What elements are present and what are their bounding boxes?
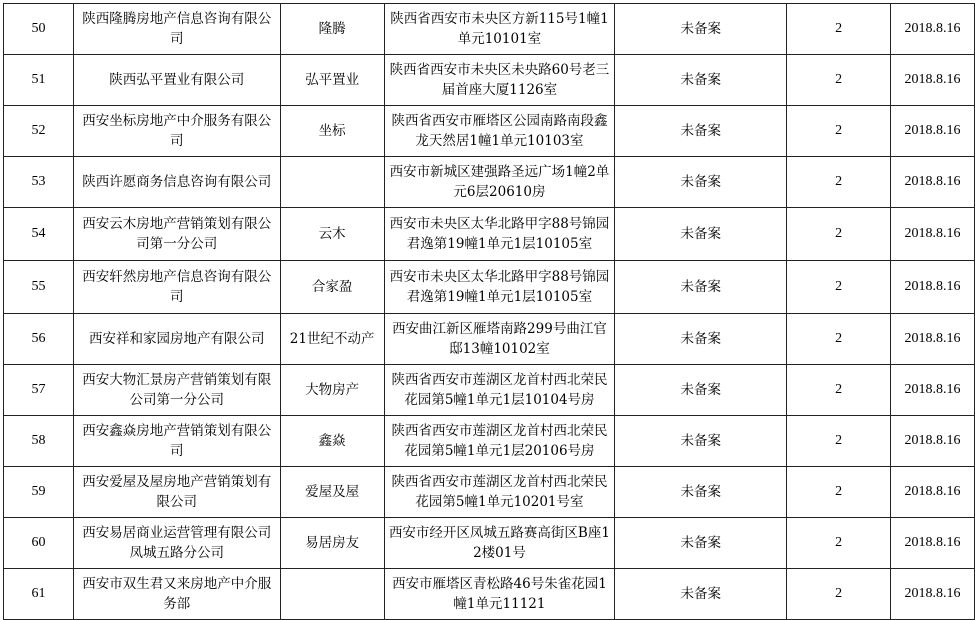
filing-status: 未备案 [615, 467, 787, 518]
row-number: 53 [4, 157, 74, 208]
date-value: 2018.8.16 [891, 55, 975, 106]
filing-status: 未备案 [615, 569, 787, 620]
table-row [4, 518, 975, 569]
business-address: 陕西省西安市莲湖区龙首村西北荣民花园第5幢1单元1层20106号房 [384, 416, 615, 467]
table-row [4, 467, 975, 518]
row-number: 58 [4, 416, 74, 467]
date-value: 2018.8.16 [891, 208, 975, 261]
filing-status: 未备案 [615, 365, 787, 416]
company-name: 西安易居商业运营管理有限公司凤城五路分公司 [73, 518, 280, 569]
date-value: 2018.8.16 [891, 365, 975, 416]
filing-status: 未备案 [615, 416, 787, 467]
count-value: 2 [787, 157, 891, 208]
filing-status: 未备案 [615, 106, 787, 157]
row-number: 50 [4, 4, 74, 55]
company-name: 西安爱屋及屋房地产营销策划有限公司 [73, 467, 280, 518]
business-address: 西安市未央区太华北路甲字88号锦园君逸第19幢1单元1层10105室 [384, 208, 615, 261]
business-address: 西安市雁塔区青松路46号朱雀花园1幢1单元11121 [384, 569, 615, 620]
count-value: 2 [787, 208, 891, 261]
count-value: 2 [787, 261, 891, 314]
row-number: 60 [4, 518, 74, 569]
brand-name: 21世纪不动产 [280, 314, 384, 365]
brand-name [280, 157, 384, 208]
count-value: 2 [787, 569, 891, 620]
table-row [4, 261, 975, 314]
brand-name [280, 569, 384, 620]
row-number: 55 [4, 261, 74, 314]
brand-name: 易居房友 [280, 518, 384, 569]
date-value: 2018.8.16 [891, 261, 975, 314]
date-value: 2018.8.16 [891, 314, 975, 365]
row-number: 56 [4, 314, 74, 365]
count-value: 2 [787, 314, 891, 365]
count-value: 2 [787, 365, 891, 416]
company-name: 陕西许愿商务信息咨询有限公司 [73, 157, 280, 208]
business-address: 西安市经开区凤城五路赛高街区B座12楼01号 [384, 518, 615, 569]
date-value: 2018.8.16 [891, 4, 975, 55]
company-name: 陕西隆腾房地产信息咨询有限公司 [73, 4, 280, 55]
company-name: 西安坐标房地产中介服务有限公司 [73, 106, 280, 157]
count-value: 2 [787, 518, 891, 569]
brand-name: 云木 [280, 208, 384, 261]
company-name: 陕西弘平置业有限公司 [73, 55, 280, 106]
brand-name: 坐标 [280, 106, 384, 157]
filing-status: 未备案 [615, 314, 787, 365]
business-address: 陕西省西安市莲湖区龙首村西北荣民花园第5幢1单元10201号室 [384, 467, 615, 518]
business-address: 西安市未央区太华北路甲字88号锦园君逸第19幢1单元1层10105室 [384, 261, 615, 314]
count-value: 2 [787, 467, 891, 518]
count-value: 2 [787, 55, 891, 106]
date-value: 2018.8.16 [891, 467, 975, 518]
row-number: 51 [4, 55, 74, 106]
company-name: 西安市双生君又来房地产中介服务部 [73, 569, 280, 620]
company-name: 西安祥和家园房地产有限公司 [73, 314, 280, 365]
date-value: 2018.8.16 [891, 518, 975, 569]
date-value: 2018.8.16 [891, 157, 975, 208]
date-value: 2018.8.16 [891, 569, 975, 620]
business-address: 陕西省西安市未央区未央路60号老三届首座大厦1126室 [384, 55, 615, 106]
business-address: 陕西省西安市莲湖区龙首村西北荣民花园第5幢1单元1层10104号房 [384, 365, 615, 416]
filing-status: 未备案 [615, 208, 787, 261]
brand-name: 爱屋及屋 [280, 467, 384, 518]
filing-status: 未备案 [615, 261, 787, 314]
date-value: 2018.8.16 [891, 416, 975, 467]
agency-table [3, 3, 975, 620]
row-number: 57 [4, 365, 74, 416]
row-number: 52 [4, 106, 74, 157]
table-row [4, 314, 975, 365]
table-row [4, 106, 975, 157]
table-body [4, 4, 975, 620]
company-name: 西安云木房地产营销策划有限公司第一分公司 [73, 208, 280, 261]
business-address: 陕西省西安市雁塔区公园南路南段鑫龙天然居1幢1单元10103室 [384, 106, 615, 157]
count-value: 2 [787, 4, 891, 55]
row-number: 61 [4, 569, 74, 620]
table-row [4, 4, 975, 55]
filing-status: 未备案 [615, 518, 787, 569]
row-number: 54 [4, 208, 74, 261]
table-row [4, 157, 975, 208]
table-row [4, 208, 975, 261]
filing-status: 未备案 [615, 55, 787, 106]
count-value: 2 [787, 416, 891, 467]
count-value: 2 [787, 106, 891, 157]
filing-status: 未备案 [615, 157, 787, 208]
business-address: 西安曲江新区雁塔南路299号曲江官邸13幢10102室 [384, 314, 615, 365]
table-row [4, 416, 975, 467]
filing-status: 未备案 [615, 4, 787, 55]
brand-name: 弘平置业 [280, 55, 384, 106]
table-row [4, 55, 975, 106]
business-address: 陕西省西安市未央区方新115号1幢1单元10101室 [384, 4, 615, 55]
row-number: 59 [4, 467, 74, 518]
brand-name: 鑫焱 [280, 416, 384, 467]
brand-name: 大物房产 [280, 365, 384, 416]
brand-name: 合家盈 [280, 261, 384, 314]
brand-name: 隆腾 [280, 4, 384, 55]
business-address: 西安市新城区建强路圣远广场1幢2单元6层20610房 [384, 157, 615, 208]
date-value: 2018.8.16 [891, 106, 975, 157]
company-name: 西安轩然房地产信息咨询有限公司 [73, 261, 280, 314]
table-row [4, 365, 975, 416]
table-row [4, 569, 975, 620]
company-name: 西安大物汇景房产营销策划有限公司第一分公司 [73, 365, 280, 416]
company-name: 西安鑫焱房地产营销策划有限公司 [73, 416, 280, 467]
